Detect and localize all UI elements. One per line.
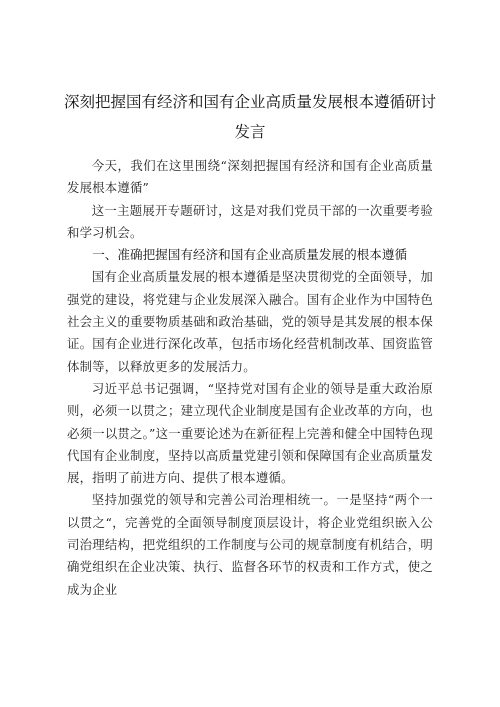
section-1-paragraph-2: 习近平总书记强调，“坚持党对国有企业的领导是重大政治原则，必须一以贯之；建立现代企业制度是国有企业改革的方向，也必须一以贯之。”这一重要论述为在新征程上完善和健全中国特色现代国有企业制度，坚持以高质量党建引领和保障国有企业高质量发展，指明了前进方向、提供了根本遵循。 <box>67 380 433 486</box>
section-1-paragraph-3: 坚持加强党的领导和完善公司治理相统一。一是坚持“两个一以贯之“，完善党的全面领导制度顶层设计，将企业党组织嵌入公司治理结构，把党组织的工作制度与公司的规章制度有机结合，明确党组织在企业决策、执行、监督各环节的权责和工作方式，使之成为企业 <box>67 492 433 597</box>
document-title-line-2: 发言 <box>234 123 266 141</box>
document-body <box>67 155 433 601</box>
section-1-paragraph-1: 国有企业高质量发展的根本遵循是坚决贯彻党的全面领导，加强党的建设，将党建与企业发展深入融合。国有企业作为中国特色社会主义的重要物质基础和政治基础，党的领导是其发展的根本保证。国有企业进行深化改革，包括市场化经营机制改革、国资监管体制等，以释放更多的发展活力。 <box>67 269 433 374</box>
section-heading-1: 一、准确把握国有经济和国有企业高质量发展的根本遵循 <box>92 247 408 263</box>
intro-paragraph-2: 这一主题展开专题研讨，这是对我们党员干部的一次重要考验和学习机会。 <box>67 202 433 240</box>
intro-paragraph-1: 今天，我们在这里围绕“深刻把握国有经济和国有企业高质量发展根本遵循” <box>67 158 433 196</box>
document-title-line-1: 深刻把握国有经济和国有企业高质量发展根本遵循研讨 <box>63 93 436 111</box>
